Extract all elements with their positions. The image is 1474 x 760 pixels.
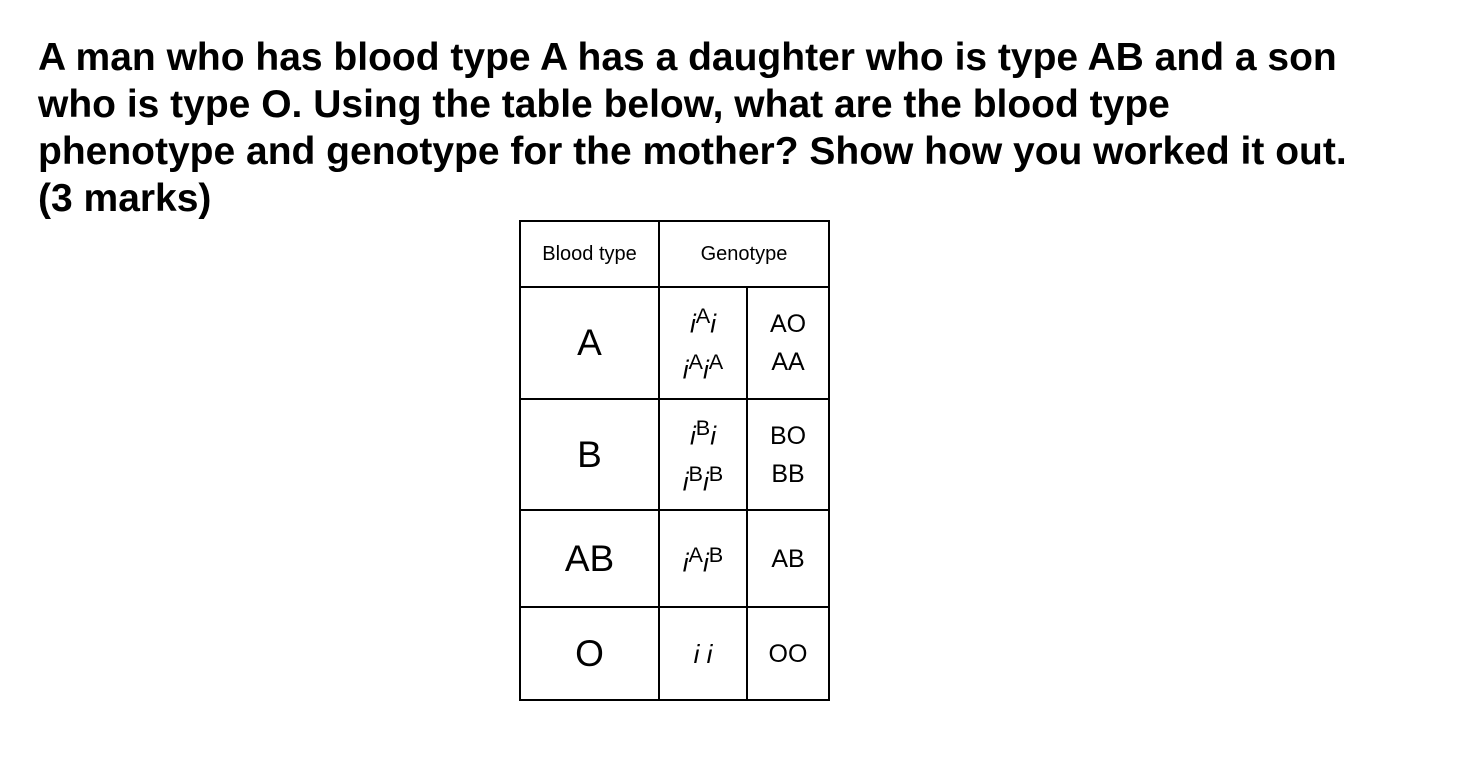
blood-type-cell: AB <box>520 510 659 607</box>
genotype-notation: $i^Bi^B$ <box>682 460 724 497</box>
blood-type-cell: B <box>520 399 659 510</box>
genotype-notation: $i^Ai^B$ <box>682 541 724 578</box>
genotype-allele-cell <box>659 399 747 510</box>
table-row <box>520 399 829 510</box>
table-row <box>520 510 829 607</box>
genotype-notation: $i^Ai^A$ <box>682 349 724 385</box>
header-blood-type: Blood type <box>520 221 659 287</box>
genotype-code: AO <box>769 310 807 338</box>
genotype-allele-cell <box>659 287 747 399</box>
genotype-notation: $i^Ai$ <box>689 303 716 339</box>
genotype-code-cell <box>747 399 829 510</box>
question-marks: (3 marks) <box>38 177 212 220</box>
genotype-code: AB <box>771 544 805 573</box>
question-line: phenotype and genotype for the mother? Show how you worked it out. <box>38 130 1347 173</box>
question-line: who is type O. Using the table below, what are the blood type <box>38 83 1170 126</box>
blood-type-table <box>519 220 830 701</box>
question-text <box>38 34 1448 222</box>
genotype-notation: $i^Bi$ <box>689 414 716 451</box>
genotype-code-cell <box>747 287 829 399</box>
header-genotype: Genotype <box>659 221 829 287</box>
blood-type-cell: O <box>520 607 659 700</box>
genotype-code: BO <box>769 421 807 450</box>
genotype-code-cell <box>747 510 829 607</box>
genotype-code: BB <box>771 459 805 488</box>
blood-type-cell: A <box>520 287 659 399</box>
table-row <box>520 607 829 700</box>
genotype-code: OO <box>768 639 808 668</box>
genotype-allele-cell <box>659 510 747 607</box>
table-header-row <box>520 221 829 287</box>
genotype-code: AA <box>771 348 805 376</box>
table-row <box>520 287 829 399</box>
genotype-code-cell <box>747 607 829 700</box>
question-line: A man who has blood type A has a daughter who is type AB and a son <box>38 36 1337 79</box>
genotype-notation: i i <box>693 638 713 669</box>
genotype-allele-cell <box>659 607 747 700</box>
